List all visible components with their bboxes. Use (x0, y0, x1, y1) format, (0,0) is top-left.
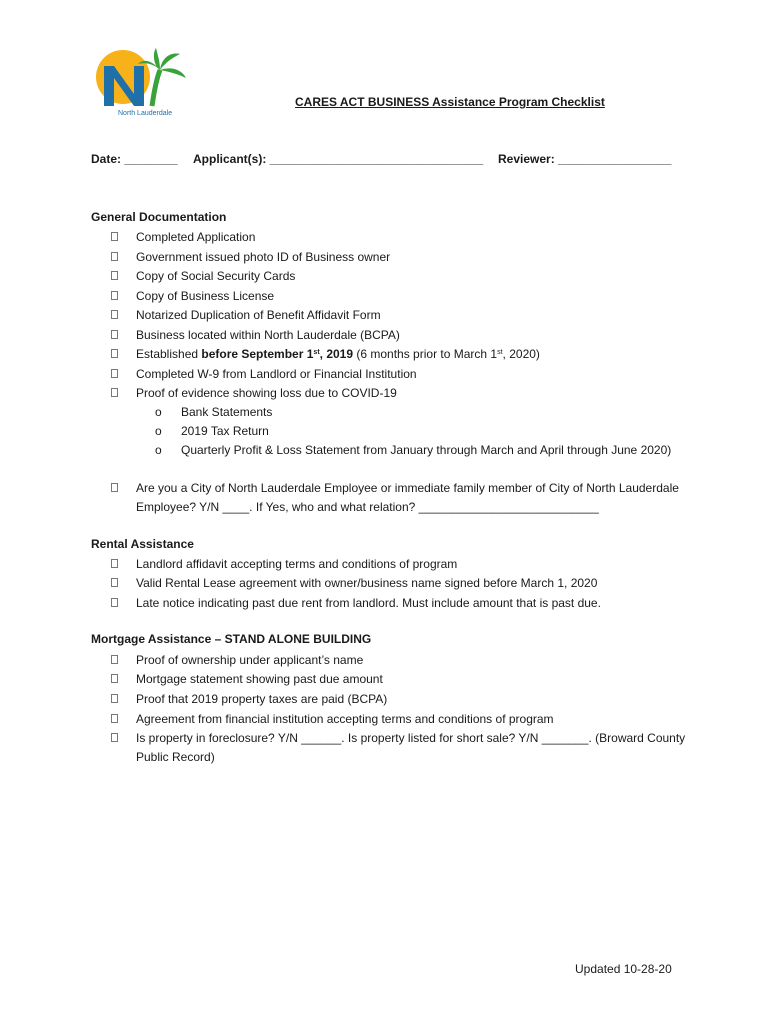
bullet-icon: o (155, 424, 162, 438)
checkbox[interactable] (111, 714, 118, 723)
checkbox[interactable] (111, 232, 118, 241)
checkbox[interactable] (111, 271, 118, 280)
checkbox[interactable] (111, 483, 118, 492)
applicants-field: Applicant(s): ________________________________ (193, 152, 484, 166)
checkbox[interactable] (111, 330, 118, 339)
reviewer-field: Reviewer: _________________ (498, 152, 672, 166)
checkbox[interactable] (111, 291, 118, 300)
checkbox[interactable] (111, 369, 118, 378)
checkbox[interactable] (111, 674, 118, 683)
checkbox[interactable] (111, 388, 118, 397)
checkbox[interactable] (111, 598, 118, 607)
date-field: Date: ________ (91, 152, 178, 166)
logo-caption: North Lauderdale (118, 110, 173, 117)
checkbox[interactable] (111, 733, 118, 742)
checkbox[interactable] (111, 694, 118, 703)
updated-date: Updated 10-28-20 (575, 962, 672, 976)
rental-assistance-heading: Rental Assistance (91, 537, 194, 551)
checkbox[interactable] (111, 310, 118, 319)
mortgage-assistance-heading: Mortgage Assistance – STAND ALONE BUILDING (91, 632, 372, 646)
checkbox[interactable] (111, 655, 118, 664)
bullet-icon: o (155, 443, 162, 457)
bullet-icon: o (155, 405, 162, 419)
general-documentation-heading: General Documentation (91, 210, 227, 224)
checkbox[interactable] (111, 252, 118, 261)
checkbox[interactable] (111, 349, 118, 358)
checkbox[interactable] (111, 559, 118, 568)
checkbox[interactable] (111, 578, 118, 587)
page-title: CARES ACT BUSINESS Assistance Program Checklist (295, 95, 605, 109)
